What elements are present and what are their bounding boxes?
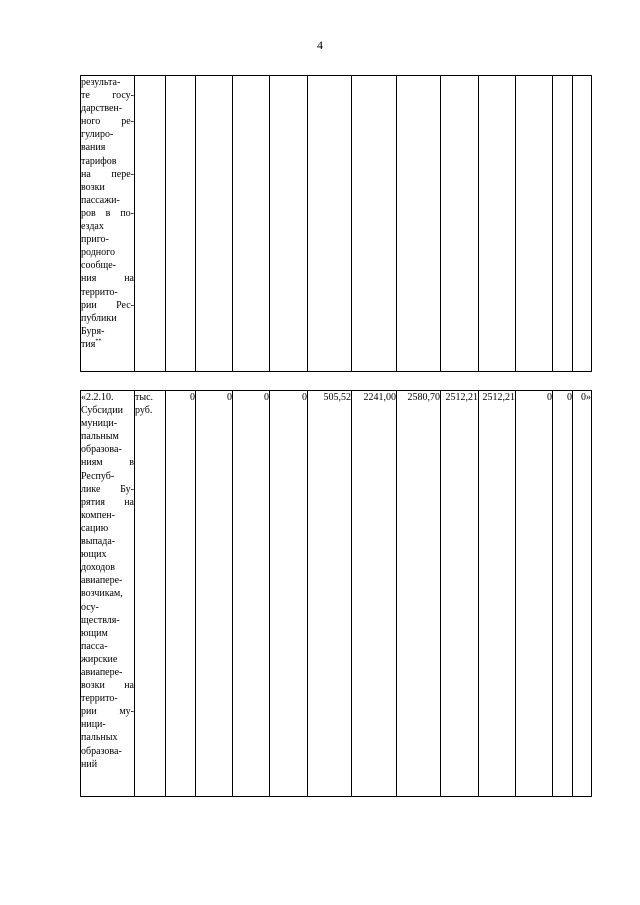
name-last-text: тия bbox=[81, 338, 96, 350]
name-line: возки на bbox=[81, 680, 134, 692]
name-line: на пере- bbox=[81, 168, 134, 180]
name-line: доходов bbox=[81, 562, 115, 574]
name-line: жирские bbox=[81, 653, 118, 665]
name-line: сообще- bbox=[81, 260, 116, 272]
name-line: рии му- bbox=[81, 706, 134, 718]
value-cell: 0 bbox=[270, 391, 308, 797]
name-line: вания bbox=[81, 142, 106, 154]
name-line: «2.2.10. bbox=[81, 392, 114, 403]
empty-cell bbox=[573, 76, 592, 372]
name-line-last bbox=[81, 338, 134, 351]
name-line: компен- bbox=[81, 509, 115, 521]
value-cell: 0 bbox=[516, 391, 553, 797]
name-line: гулиро- bbox=[81, 129, 114, 141]
name-line: публики bbox=[81, 312, 117, 324]
empty-cell bbox=[352, 76, 397, 372]
name-line: приго- bbox=[81, 234, 109, 246]
indicator-name-cell bbox=[81, 391, 135, 797]
empty-cell bbox=[233, 76, 270, 372]
table-row bbox=[81, 76, 592, 372]
name-line: авиапере- bbox=[81, 575, 123, 587]
unit-text: тыс. руб. bbox=[135, 392, 154, 417]
name-line-last: ний bbox=[81, 758, 98, 770]
name-line: выпада- bbox=[81, 536, 116, 548]
table-continuation-fragment bbox=[80, 75, 592, 372]
footnote-mark: ** bbox=[95, 338, 102, 345]
name-line: Субсидии bbox=[81, 405, 123, 417]
empty-cell bbox=[479, 76, 516, 372]
name-line: ниям в bbox=[81, 457, 134, 469]
page-number: 4 bbox=[317, 38, 323, 52]
table-row-2-2-10 bbox=[80, 390, 592, 797]
value-cell: 0 bbox=[553, 391, 573, 797]
table-row bbox=[81, 391, 592, 797]
value-cell: 505,52 bbox=[308, 391, 352, 797]
value-cell: 2512,21 bbox=[441, 391, 479, 797]
empty-cell bbox=[135, 76, 166, 372]
empty-cell bbox=[397, 76, 441, 372]
name-line: муници- bbox=[81, 418, 118, 430]
name-line: пальных bbox=[81, 732, 118, 744]
name-line: дарствен- bbox=[81, 103, 123, 115]
name-line: ществля- bbox=[81, 614, 120, 626]
empty-cell bbox=[166, 76, 196, 372]
name-line: рятия на bbox=[81, 496, 134, 508]
name-line: ного ре- bbox=[81, 116, 134, 128]
name-line: пассажи- bbox=[81, 194, 120, 206]
empty-cell bbox=[553, 76, 573, 372]
empty-cell bbox=[270, 76, 308, 372]
name-line: ездах bbox=[81, 221, 104, 233]
name-line: террито- bbox=[81, 286, 118, 298]
empty-cell bbox=[196, 76, 233, 372]
name-line: рии Рес- bbox=[81, 299, 134, 311]
name-line: пальным bbox=[81, 431, 119, 443]
name-line: пасса- bbox=[81, 640, 108, 652]
value-cell: 2512,21 bbox=[479, 391, 516, 797]
name-line: ния на bbox=[81, 273, 134, 285]
empty-cell bbox=[308, 76, 352, 372]
name-line: Респуб- bbox=[81, 470, 115, 482]
name-line: те госу- bbox=[81, 90, 134, 102]
name-line: сацию bbox=[81, 522, 109, 534]
value-cell: 0» bbox=[573, 391, 592, 797]
name-line: родного bbox=[81, 247, 116, 259]
name-line: лике Бу- bbox=[81, 483, 134, 495]
name-line: образова- bbox=[81, 444, 122, 456]
name-line: ници- bbox=[81, 719, 106, 731]
name-line: результа- bbox=[81, 77, 121, 88]
name-line: возчикам, bbox=[81, 588, 123, 600]
unit-cell bbox=[135, 391, 166, 797]
name-line: террито- bbox=[81, 693, 118, 705]
name-line: ющих bbox=[81, 549, 107, 561]
name-line: образова- bbox=[81, 745, 122, 757]
name-line: авиапере- bbox=[81, 666, 123, 678]
name-line: возки bbox=[81, 181, 105, 193]
indicator-name-cell bbox=[81, 76, 135, 372]
value-cell: 2580,70 bbox=[397, 391, 441, 797]
name-line: тарифов bbox=[81, 155, 117, 167]
name-line: ющим bbox=[81, 627, 108, 639]
empty-cell bbox=[441, 76, 479, 372]
empty-cell bbox=[516, 76, 553, 372]
name-line: ров в по- bbox=[81, 207, 134, 219]
value-cell: 2241,00 bbox=[352, 391, 397, 797]
value-cell: 0 bbox=[166, 391, 196, 797]
name-line: осу- bbox=[81, 601, 99, 613]
value-cell: 0 bbox=[196, 391, 233, 797]
value-cell: 0 bbox=[233, 391, 270, 797]
name-line: Буря- bbox=[81, 325, 105, 337]
